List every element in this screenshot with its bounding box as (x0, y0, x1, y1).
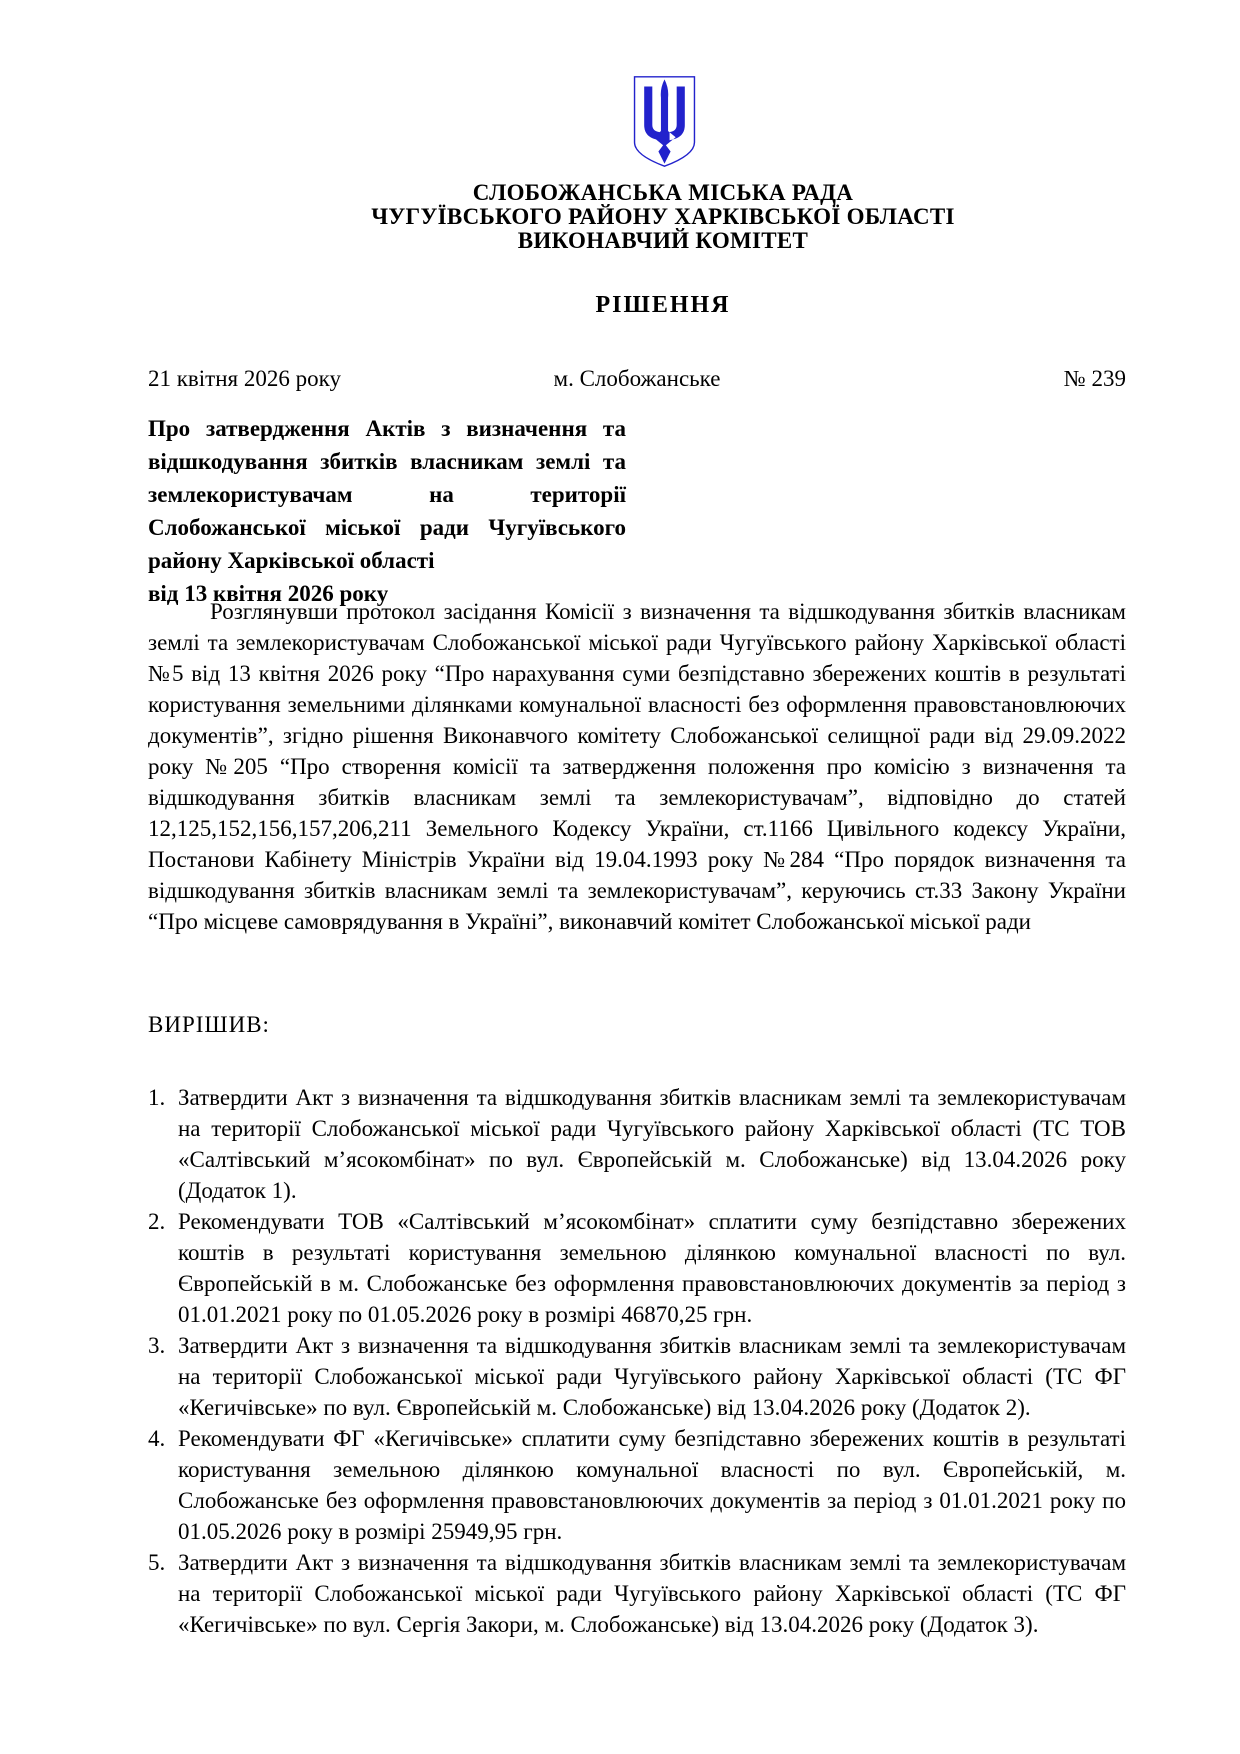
district-name: ЧУГУЇВСЬКОГО РАЙОНУ ХАРКІВСЬКОЇ ОБЛАСТІ (371, 204, 955, 229)
item-text: Затвердити Акт з визначення та відшкодування збитків власникам землі та землекористувачам на території Слобожанської міської ради Чугуївського району Харківської області (ТС ТОВ «Салтівський м’ясокомбінат» по вул. Європейській м. Слобожанське) від 13.04.2026 року (Додаток 1). (178, 1085, 1126, 1203)
organization-header (86, 181, 1240, 253)
document-type-title: РІШЕННЯ (595, 292, 731, 318)
subject-line: землекористувачам на території (148, 482, 626, 507)
resolution-label: ВИРІШИВ: (148, 1012, 270, 1037)
meta-row (148, 366, 1126, 392)
item-number: 5. (148, 1550, 166, 1575)
subject-line: відшкодування збитків власникам землі та (148, 449, 626, 474)
list-item (148, 1423, 1126, 1547)
list-item (148, 1330, 1126, 1423)
item-text: Затвердити Акт з визначення та відшкодування збитків власникам землі та землекористувачам на території Слобожанської міської ради Чугуївського району Харківської області (ТС ФГ «Кегичівське» по вул. Європейській м. Слобожанське) від 13.04.2026 року (Додаток 2). (178, 1333, 1126, 1420)
list-item (148, 1547, 1126, 1640)
item-text: Рекомендувати ФГ «Кегичівське» сплатити суму безпідставно збережених коштів в результаті користування земельною ділянкою комунальної власності по вул. Європейській, м. Слобожанське без оформлення правовстановлюючих документів за період з 01.01.2021 року по 01.05.2026 року в розмірі 25949,95 грн. (178, 1426, 1126, 1544)
council-name: СЛОБОЖАНСЬКА МІСЬКА РАДА (472, 180, 854, 205)
subject-line: Про затвердження Актів з визначення та (148, 416, 626, 441)
item-number: 3. (148, 1333, 166, 1358)
item-number: 4. (148, 1426, 166, 1451)
committee-name: ВИКОНАВЧИЙ КОМІТЕТ (517, 228, 809, 253)
document-date: 21 квітня 2026 року (148, 366, 341, 391)
preamble-paragraph: Розглянувши протокол засідання Комісії з визначення та відшкодування збитків власникам землі та землекористувачам Слобожанської міської ради Чугуївського району Харківської області №5 від 13 квітня 2026 року “Про нарахування суми безпідставно збережених коштів в результаті користування земельними ділянками комунальної власності без оформлення правовстановлюючих документів”, згідно рішення Виконавчого комітету Слобожанської селищної ради від 29.09.2022 року №205 “Про створення комісії та затвердження положення про комісію з визначення та відшкодування збитків власникам землі та землекористувачам”, відповідно до статей 12,125,152,156,157,206,211 Земельного Кодексу України, ст.1166 Цивільного кодексу України, Постанови Кабінету Міністрів України від 19.04.1993 року №284 “Про порядок визначення та відшкодування збитків власникам землі та землекористувачам”, керуючись ст.33 Закону України “Про місцеве самоврядування в Україні”, виконавчий комітет Слобожанської міської ради (148, 599, 1126, 934)
list-item (148, 1082, 1126, 1206)
subject-line: району Харківської області (148, 548, 435, 573)
document-place: м. Слобожанське (553, 366, 721, 391)
subject-line: Слобожанської міської ради Чугуївського (148, 515, 626, 540)
item-text: Рекомендувати ТОВ «Салтівський м’ясокомбінат» сплатити суму безпідставно збережених коштів в результаті користування земельною ділянкою комунальної власності по вул. Європейській в м. Слобожанське без оформлення правовстановлюючих документів за період з 01.01.2021 року по 01.05.2026 року в розмірі 46870,25 грн. (178, 1209, 1126, 1327)
item-text: Затвердити Акт з визначення та відшкодування збитків власникам землі та землекористувачам на території Слобожанської міської ради Чугуївського району Харківської області (ТС ФГ «Кегичівське» по вул. Сергія Закори, м. Слобожанське) від 13.04.2026 року (Додаток 3). (178, 1550, 1126, 1637)
document-number: № 239 (1063, 366, 1126, 391)
subject-line: від 13 квітня 2026 року (148, 581, 389, 606)
tryzub-glyph (644, 79, 685, 163)
resolution-list (148, 1082, 1126, 1640)
subject-block (148, 412, 626, 610)
item-number: 1. (148, 1085, 166, 1110)
list-item (148, 1206, 1126, 1330)
tryzub-emblem-icon (632, 74, 697, 170)
item-number: 2. (148, 1209, 166, 1234)
